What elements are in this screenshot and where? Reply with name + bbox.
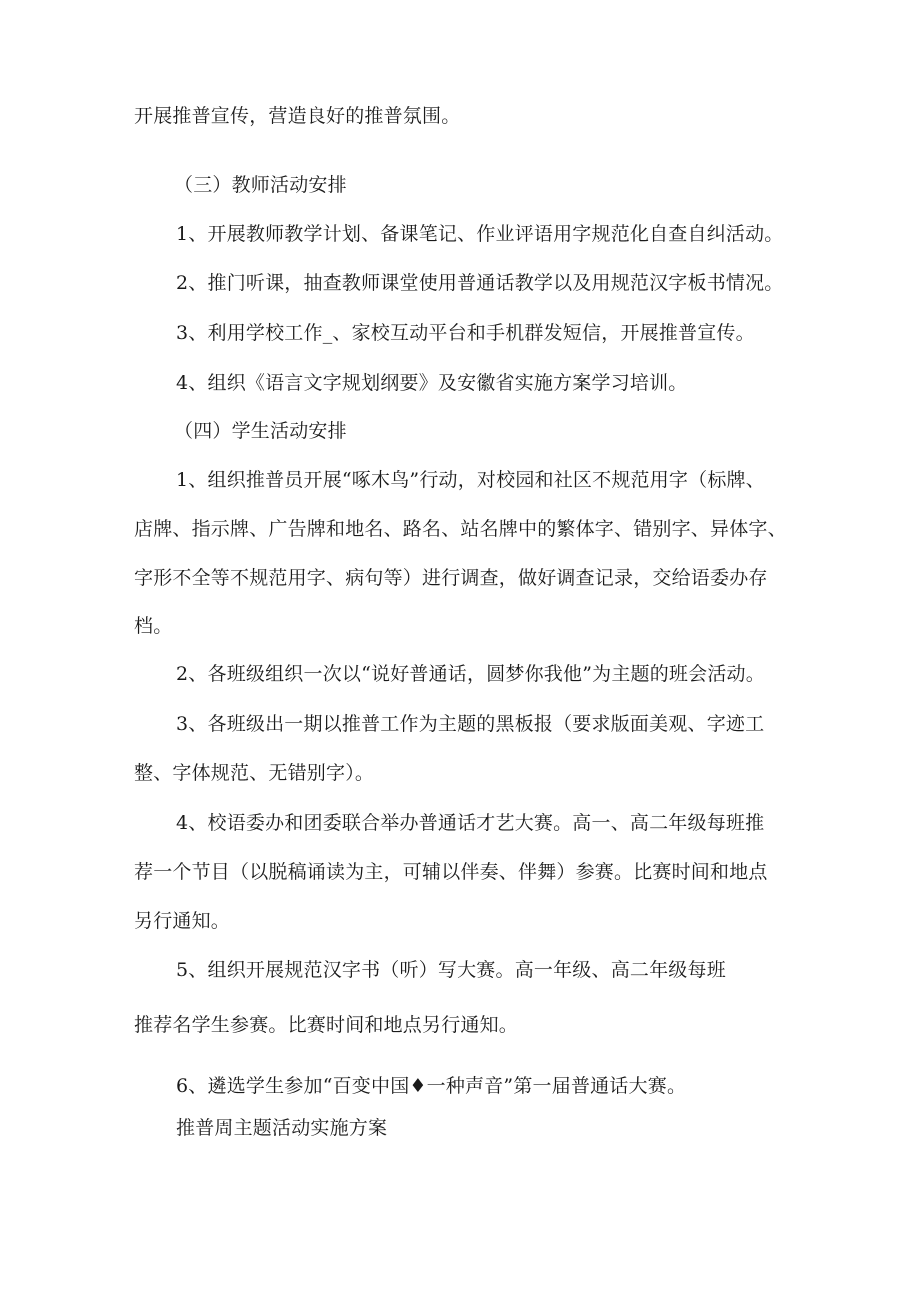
paragraph-line: 5、组织开展规范汉字书（听）写大赛。高一年级、高二年级每班: [176, 959, 726, 981]
paragraph-line: 4、组织《语言文字规划纲要》及安徽省实施方案学习培训。: [176, 372, 688, 394]
paragraph-line: 2、推门听课，抽查教师课堂使用普通话教学以及用规范汉字板书情况。: [176, 272, 784, 294]
paragraph-line: 推荐名学生参赛。比赛时间和地点另行通知。: [134, 1014, 519, 1036]
paragraph-line: 6、遴选学生参加“百变中国♦一种声音”第一届普通话大赛。: [176, 1075, 687, 1097]
paragraph-line: 店牌、指示牌、广告牌和地名、路名、站名牌中的繁体字、错别字、异体字、: [134, 518, 787, 540]
paragraph-line: 开展推普宣传，营造良好的推普氛围。: [134, 105, 461, 127]
paragraph-line: 另行通知。: [134, 910, 231, 932]
paragraph-line: 1、开展教师教学计划、备课笔记、作业评语用字规范化自查自纠活动。: [176, 223, 784, 245]
document-title: 推普周主题活动实施方案: [176, 1117, 388, 1139]
paragraph-line: 4、校语委办和团委联合举办普通话才艺大赛。高一、高二年级每班推: [176, 812, 765, 834]
paragraph-line: 3、利用学校工作_、家校互动平台和手机群发短信，开展推普宣传。: [176, 322, 755, 344]
paragraph-line: 字形不全等不规范用字、病句等）进行调查，做好调查记录，交给语委办存: [134, 567, 768, 589]
paragraph-line: 3、各班级出一期以推普工作为主题的黑板报（要求版面美观、字迹工: [176, 713, 765, 735]
paragraph-line: 档。: [134, 615, 173, 637]
paragraph-line: 荐一个节目（以脱稿诵读为主，可辅以伴奏、伴舞）参赛。比赛时间和地点: [134, 861, 768, 883]
paragraph-line: 整、字体规范、无错别字）。: [134, 762, 375, 784]
paragraph-line: 2、各班级组织一次以“说好普通话，圆梦你我他”为主题的班会活动。: [176, 663, 765, 685]
paragraph-line: 1、组织推普员开展“啄木鸟”行动，对校园和社区不规范用字（标牌、: [176, 469, 765, 491]
section-heading-student: （四）学生活动安排: [174, 420, 347, 442]
section-heading-teacher: （三）教师活动安排: [174, 174, 347, 196]
